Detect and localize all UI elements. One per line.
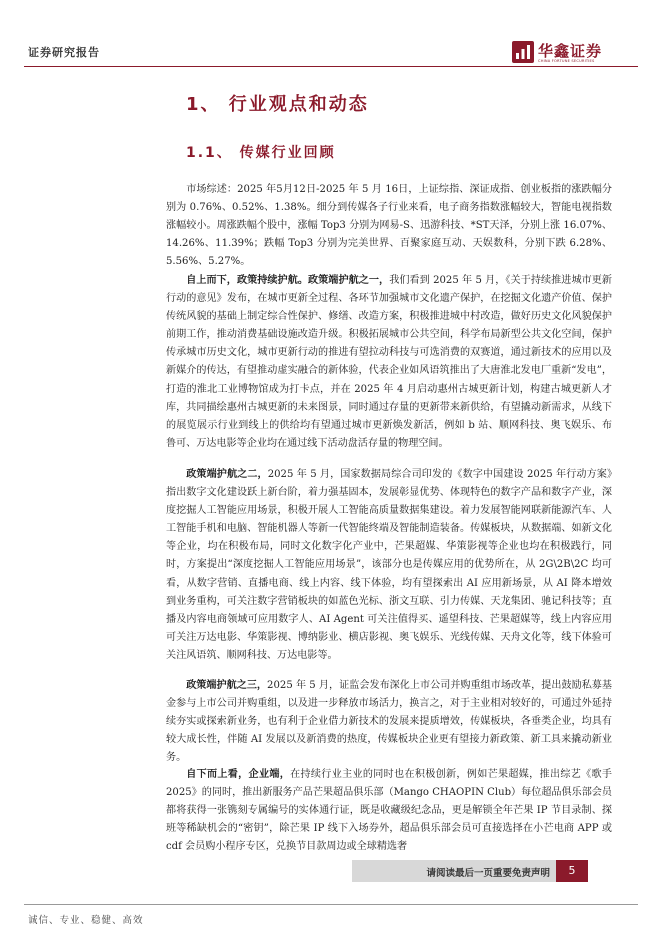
- policy-2-text: 2025 年 5 月，国家数据局综合司印发的《数字中国建设 2025 年行动方案》指出数字文化建设跃上新台阶，着力强基固本，发展彰显优势、体现特色的数字产品和数字产业，深度挖掘人工智能应用场景，积极开展人工智能高质量数据集建设。着力发展智能网联新能源汽车、人工智能手机和电脑、智能机器人等新一代智能终端及智能制造装备。传媒板块，从数据端、如新文化等企业，均在积极布局，同时文化数字化产业中，芒果超媒、华策影视等企业也均在积极践行，同时，方案提出“深度挖掘人工智能应用场景”，该部分也是传媒应用的优势所在，从 2G\2B\2C 均可看，从数字营销、直播电商、线上内容、线下体验，均有望探索出 AI 应用新场景，从 AI 降本增效到业务重构，可关注数字营销板块的如蓝色光标、浙文互联、引力传媒、天龙集团、驰记科技等；直播及内容电商领域可应用数字人、AI Agent 可关注值得买、遥望科技、芒果超媒等，线上内容应用可关注万达电影、华策影视、博纳影业、横店影视、奥飞娱乐、光线传媒、天舟文化等，线下体验可关注风语筑、顺网科技、万达电影等。: [166, 469, 612, 661]
- company-logo: [512, 40, 612, 66]
- logo-subtitle: CHINA FORTUNE SECURITIES: [538, 59, 595, 63]
- header-rule: [24, 66, 638, 67]
- footer-slogan: 诚信、专业、稳健、高效: [28, 915, 144, 926]
- policy-2-lead: 政策端护航之二，: [186, 469, 268, 480]
- enterprise-text: 在持续行业主业的同时也在积极创新，例如芒果超媒，推出综艺《歌手 2025》的同时，推出新服务产品芒果超品俱乐部（Mango CHAOPIN Club）每位超品俱乐部会员都将获得一张镌刻专属编号的实体通行证，既是收藏级纪念品，更是解锁全年芒果 IP 节目录制、探班等稀缺机会的“密钥”，除芒果 IP 线下入场券外，超品俱乐部会员可直接选择在小芒电商 APP 或 cdf 会员购小程序专区，兑换节目款周边或全球精选奢: [166, 769, 612, 853]
- policy-3-lead: 政策端护航之三，: [186, 680, 268, 691]
- paragraph-enterprise: [166, 766, 612, 858]
- enterprise-lead: 自下而上看，企业端，: [186, 769, 291, 780]
- footer-rule: [24, 904, 638, 905]
- logo-name: 华鑫证券: [538, 42, 603, 60]
- paragraph-policy-2: [166, 466, 612, 665]
- policy-1-lead: 自上而下，政策持续护航。政策端护航之一，: [186, 275, 390, 286]
- disclaimer-bar: [352, 860, 588, 882]
- page-number: 5: [556, 860, 588, 882]
- policy-3-text: 2025 年 5 月，证监会发布深化上市公司并购重组市场改革，提出鼓励私募基金参与上市公司并购重组，以及进一步释放市场活力，换言之，对于主业相对较好的，可通过外延持续夯实或探索新业务，也有利于企业借力新技术的发展来提质增效，传媒板块，各垂类企业，均具有较大成长性，伴随 AI 发展以及新消费的热度，传媒板块企业更有望接力新政策、新工具来撬动新业务。: [166, 680, 613, 764]
- market-summary-text: 市场综述：2025 年5月12日-2025 年 5 月 16日，上证综指、深证成指、创业板指的涨跌幅分别为 0.76%、0.52%、1.38%。细分到传媒各子行业来看，电子商务指数涨幅较大，智能电视指数涨幅较小。周涨跌幅个股中，涨幅 Top3 分别为网易-S、迅游科技、*ST天泽，分别上涨 16.07%、14.26%、11.39%；跌幅 Top3 分别为完美世界、百聚家庭互动、天娱数科，分别下跌 6.28%、5.56%、5.27%。: [166, 184, 612, 268]
- policy-1-text: 我们看到 2025 年 5 月，《关于持续推进城市更新行动的意见》发布，在城市更新全过程、各环节加强城市文化遗产保护，在挖掘文化遗产价值、保护传统风貌的基础上制定综合性保护、修缮、改造方案，积极推进城中村改造，做好历史文化风貌保护前期工作，推动消费基础设施改造升级。积极拓展城市公共空间，科学布局新型公共文化空间，保护传承城市历史文化，城市更新行动的推进有望拉动科技与可选消费的双赛道，通过新技术的应用以及新媒介的传达，有望推动虚实融合的新体验，代表企业如风语筑推出了大唐淮北发电厂重新“发电”，打造的淮北工业博物馆成为打卡点，并在 2025 年 4 月启动惠州古城更新计划，构建古城更新人才库，共同描绘惠州古城更新的未来图景，同时通过存量的更新带来新供给，有望撬动新需求，从线下的展览展示行业到线上的供给均有望通过城市更新焕发新活，例如 b 站、顺网科技、奥飞娱乐、布鲁可、万达电影等企业均在通过线下活动盘活存量的物理空间。: [166, 275, 612, 449]
- report-type-label: 证券研究报告: [28, 46, 100, 59]
- disclaimer-text: 请阅读最后一页重要免责声明: [426, 868, 550, 879]
- section-heading: 1、 行业观点和动态: [186, 94, 369, 115]
- logo-mark-icon: [512, 41, 534, 63]
- paragraph-policy-3: [166, 677, 612, 767]
- subsection-heading: 1.1、 传媒行业回顾: [186, 145, 336, 161]
- paragraph-policy-1: [166, 272, 612, 453]
- paragraph-market-summary: [166, 181, 612, 271]
